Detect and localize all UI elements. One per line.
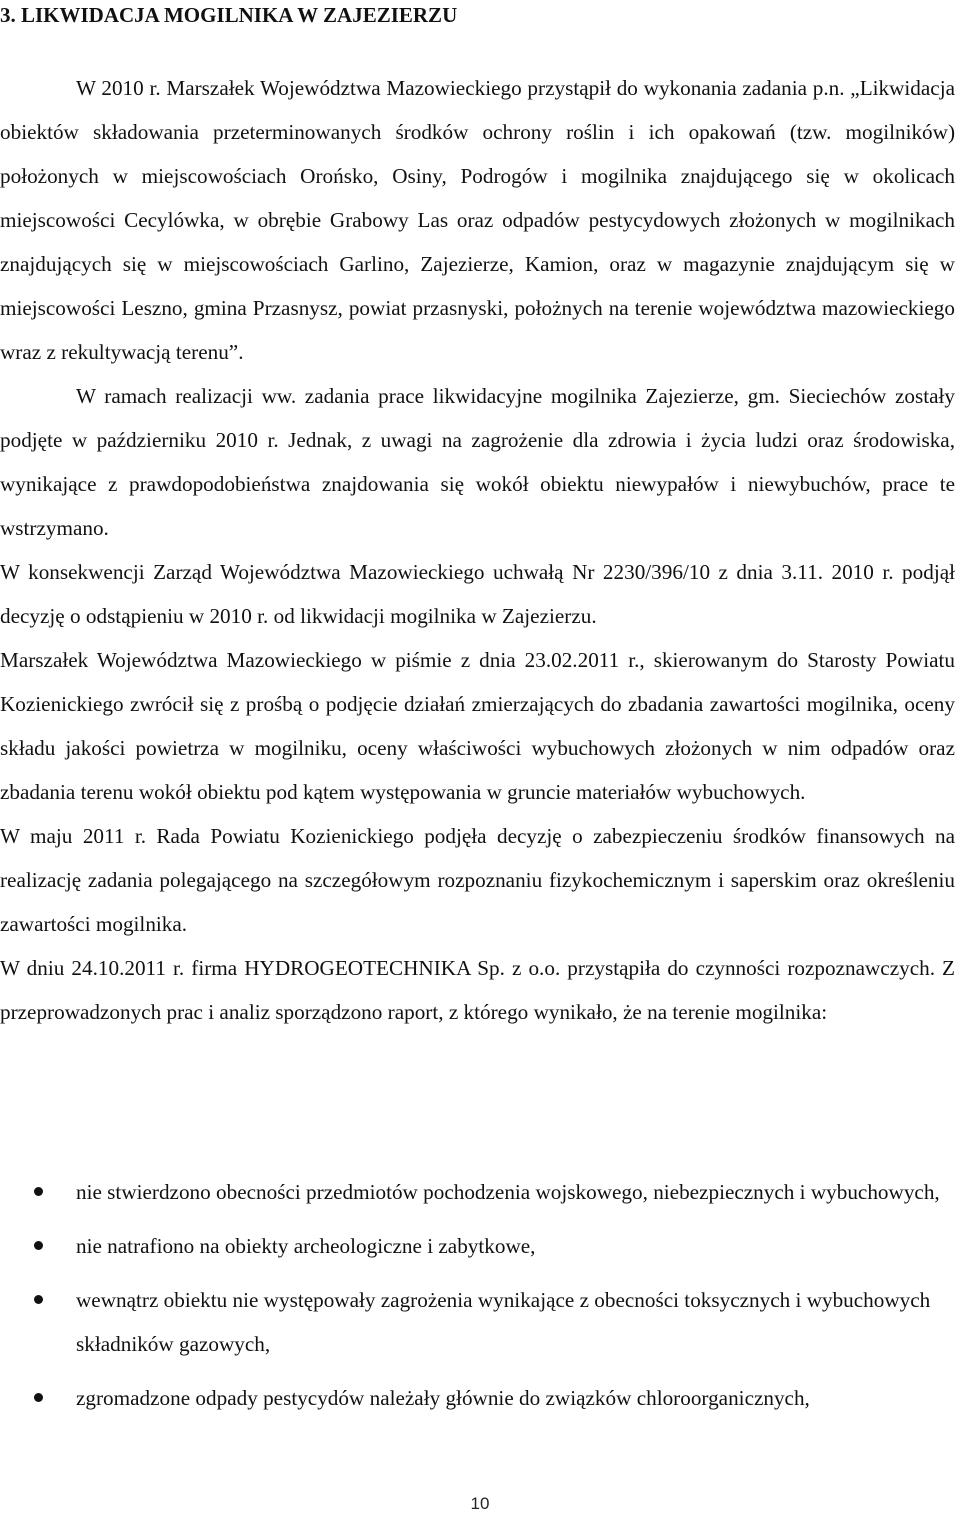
paragraph-survey-start: W dniu 24.10.2011 r. firma HYDROGEOTECHNIKA Sp. z o.o. przystąpiła do czynności rozpoznawczych. Z przeprowadzonych prac i analiz sporządzono raport, z którego wynikało, że na terenie mogilnika: (0, 956, 955, 1024)
paragraph-works-halted: W ramach realizacji ww. zadania prace likwidacyjne mogilnika Zajezierze, gm. Sieciechów zostały podjęte w październiku 2010 r. Jednak, z uwagi na zagrożenie dla zdrowia i życia ludzi oraz środowiska, wynikające z prawdopodobieństwa znajdowania się wokół obiektu niewypałów i niewybuchów, prace te wstrzymano. (0, 384, 955, 540)
findings-list (0, 1170, 955, 1430)
bullet-icon (34, 1187, 43, 1196)
bullet-icon (34, 1393, 43, 1402)
paragraph-task-intro: W 2010 r. Marszałek Województwa Mazowieckiego przystąpił do wykonania zadania p.n. „Likwidacja obiektów składowania przeterminowanych środków ochrony roślin i ich opakowań (tzw. mogilników) położonych w miejscowościach Orońsko, Osiny, Podrogów i mogilnika znajdującego się w okolicach miejscowości Cecylówka, w obrębie Grabowy Las oraz odpadów pestycydowych złożonych w mogilnikach znajdujących się w miejscowościach Garlino, Zajezierze, Kamion, oraz w magazynie znajdującym się w miejscowości Leszno, gmina Przasnysz, powiat przasnyski, położnych na terenie województwa mazowieckiego wraz z rekultywacją terenu”. (0, 76, 955, 364)
paragraph-board-resolution: W konsekwencji Zarząd Województwa Mazowieckiego uchwałą Nr 2230/396/10 z dnia 3.11. 2010 r. podjął decyzję o odstąpieniu w 2010 r. od likwidacji mogilnika w Zajezierzu. (0, 560, 955, 628)
list-item (0, 1170, 955, 1214)
section-heading: 3. LIKWIDACJA MOGILNIKA W ZAJEZIERZU (0, 3, 458, 27)
list-item-text: wewnątrz obiektu nie występowały zagrożenia wynikające z obecności toksycznych i wybuchowych składników gazowych, (76, 1288, 931, 1356)
list-item (0, 1278, 955, 1366)
page-number: 10 (470, 1494, 490, 1513)
list-item-text: zgromadzone odpady pestycydów należały głównie do związków chloroorganicznych, (76, 1386, 810, 1410)
paragraph-county-decision: W maju 2011 r. Rada Powiatu Kozienickiego podjęła decyzję o zabezpieczeniu środków finansowych na realizację zadania polegającego na szczegółowym rozpoznaniu fizykochemicznym i saperskim oraz określeniu zawartości mogilnika. (0, 824, 955, 936)
document-body (0, 66, 955, 1034)
list-item (0, 1376, 955, 1420)
list-item (0, 1224, 955, 1268)
list-item-text: nie natrafiono na obiekty archeologiczne i zabytkowe, (76, 1234, 536, 1258)
list-item-text: nie stwierdzono obecności przedmiotów pochodzenia wojskowego, niebezpiecznych i wybuchowych, (76, 1180, 940, 1204)
bullet-icon (34, 1241, 43, 1250)
bullet-icon (34, 1295, 43, 1304)
paragraph-marshal-letter: Marszałek Województwa Mazowieckiego w piśmie z dnia 23.02.2011 r., skierowanym do Starosty Powiatu Kozienickiego zwrócił się z prośbą o podjęcie działań zmierzających do zbadania zawartości mogilnika, oceny składu jakości powietrza w mogilniku, oceny właściwości wybuchowych złożonych w nim odpadów oraz zbadania terenu wokół obiektu pod kątem występowania w gruncie materiałów wybuchowych. (0, 648, 955, 804)
